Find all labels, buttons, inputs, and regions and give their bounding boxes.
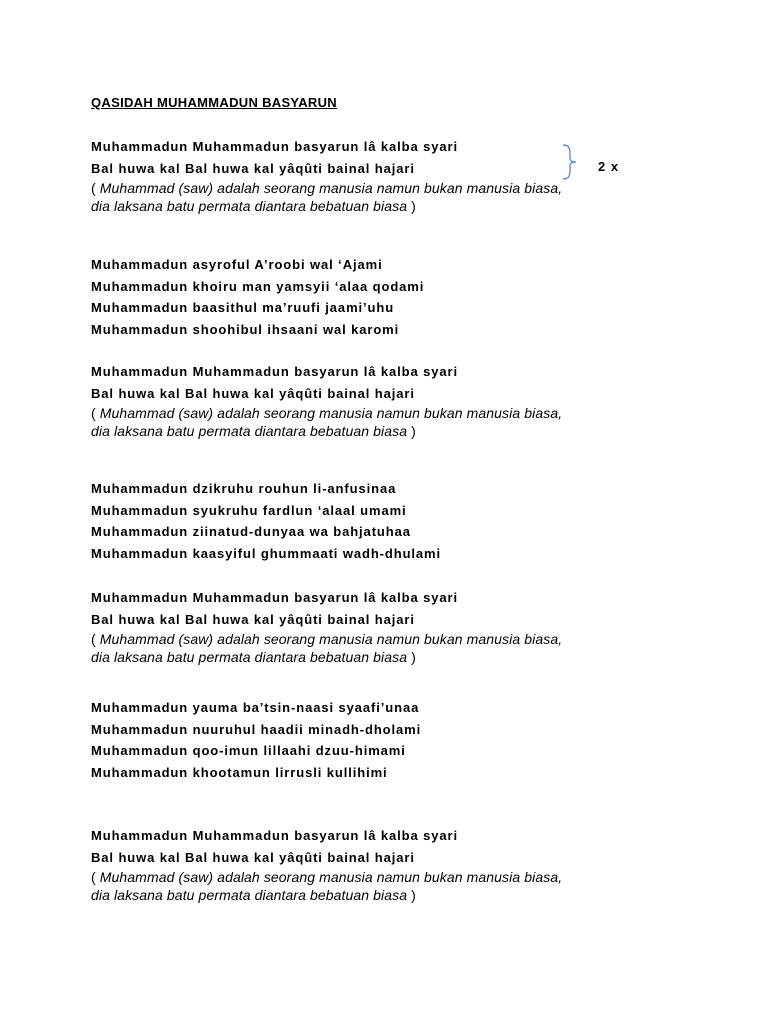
chorus-translation-line-1 xyxy=(91,404,562,422)
translation-open-paren: ( xyxy=(91,631,100,647)
verse-2-line-1: Muhammadun dzikruhu rouhun li-anfusinaa xyxy=(91,481,397,496)
translation-close-paren: ) xyxy=(407,887,416,903)
translation-text: Muhammad (saw) adalah seorang manusia namun bukan manusia biasa, xyxy=(99,405,563,421)
chorus-translation-line-1 xyxy=(91,179,562,197)
verse-1-line-4: Muhammadun shoohibul ihsaani wal karomi xyxy=(91,321,400,337)
page-title: QASIDAH MUHAMMADUN BASYARUN xyxy=(91,95,337,110)
chorus-line-2: Bal huwa kal Bal huwa kal yâqûti bainal hajari xyxy=(91,160,415,176)
translation-text: dia laksana batu permata diantara bebatuan biasa xyxy=(91,649,408,665)
verse-block-3 xyxy=(91,697,421,783)
chorus-translation-line-2 xyxy=(91,648,562,666)
chorus-line-1: Muhammadun Muhammadun basyarun lâ kalba syari xyxy=(91,364,459,379)
chorus-block xyxy=(91,136,562,215)
verse-2-line-4: Muhammadun kaasyiful ghummaati wadh-dhulami xyxy=(91,545,442,561)
translation-text: dia laksana batu permata diantara bebatuan biasa xyxy=(91,198,408,214)
chorus-translation-line-1 xyxy=(91,868,562,886)
verse-block-1 xyxy=(91,254,424,340)
chorus-translation-line-2 xyxy=(91,197,562,215)
chorus-line-2: Bal huwa kal Bal huwa kal yâqûti bainal hajari xyxy=(91,849,415,865)
verse-3-line-2: Muhammadun nuuruhul haadii minadh-dholami xyxy=(91,721,422,737)
translation-close-paren: ) xyxy=(407,198,416,214)
verse-block-2 xyxy=(91,478,441,564)
translation-close-paren: ) xyxy=(407,423,416,439)
translation-close-paren: ) xyxy=(407,649,416,665)
chorus-line-2: Bal huwa kal Bal huwa kal yâqûti bainal hajari xyxy=(91,385,415,401)
chorus-block xyxy=(91,361,562,440)
verse-2-line-3: Muhammadun ziinatud-dunyaa wa bahjatuhaa xyxy=(91,524,411,539)
chorus-line-1: Muhammadun Muhammadun basyarun lâ kalba syari xyxy=(91,139,459,154)
verse-3-line-4: Muhammadun khootamun lirrusli kullihimi xyxy=(91,764,388,780)
verse-3-line-3: Muhammadun qoo-imun lillaahi dzuu-himami xyxy=(91,743,406,758)
translation-text: Muhammad (saw) adalah seorang manusia namun bukan manusia biasa, xyxy=(99,869,563,885)
translation-open-paren: ( xyxy=(91,405,100,421)
chorus-line-1: Muhammadun Muhammadun basyarun lâ kalba syari xyxy=(91,828,459,843)
chorus-block xyxy=(91,825,562,904)
verse-1-line-1: Muhammadun asyroful A’roobi wal ‘Ajami xyxy=(91,257,383,272)
translation-text: dia laksana batu permata diantara bebatuan biasa xyxy=(91,423,408,439)
verse-1-line-3: Muhammadun baasithul ma’ruufi jaami’uhu xyxy=(91,300,395,315)
chorus-translation-line-1 xyxy=(91,630,562,648)
repeat-brace-icon xyxy=(561,144,581,180)
chorus-block xyxy=(91,587,562,666)
translation-open-paren: ( xyxy=(91,180,100,196)
translation-text: Muhammad (saw) adalah seorang manusia namun bukan manusia biasa, xyxy=(99,180,563,196)
chorus-translation-line-2 xyxy=(91,886,562,904)
chorus-line-2: Bal huwa kal Bal huwa kal yâqûti bainal hajari xyxy=(91,611,415,627)
chorus-line-1: Muhammadun Muhammadun basyarun lâ kalba syari xyxy=(91,590,459,605)
translation-text: Muhammad (saw) adalah seorang manusia namun bukan manusia biasa, xyxy=(99,631,563,647)
verse-2-line-2: Muhammadun syukruhu fardlun ‘alaal umami xyxy=(91,502,407,518)
translation-text: dia laksana batu permata diantara bebatuan biasa xyxy=(91,887,408,903)
verse-1-line-2: Muhammadun khoiru man yamsyii ‘alaa qodami xyxy=(91,278,425,294)
translation-open-paren: ( xyxy=(91,869,100,885)
verse-3-line-1: Muhammadun yauma ba’tsin-naasi syaafi’unaa xyxy=(91,700,420,715)
chorus-translation-line-2 xyxy=(91,422,562,440)
repeat-marker: 2 x xyxy=(598,159,620,174)
